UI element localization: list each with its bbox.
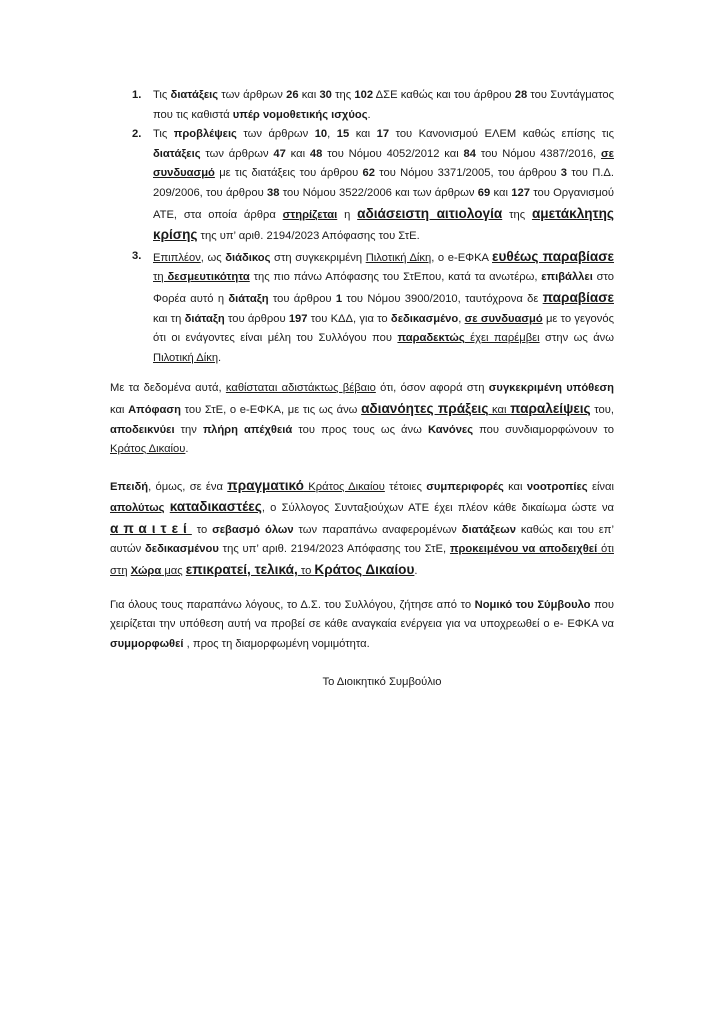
- text-run: στη συγκεκριμένη: [270, 251, 366, 264]
- text-run: του Νόμου 3371/2005, του άρθρου: [375, 167, 561, 180]
- text-run: σε συνδυασμό: [464, 312, 543, 325]
- text-run: Τις: [153, 89, 171, 101]
- text-run: ότι, όσον αφορά στη: [375, 382, 489, 395]
- text-run: παραβίασε: [542, 289, 614, 305]
- text-run: Πιλοτική Δίκη: [365, 251, 432, 264]
- text-run: 1: [335, 292, 343, 305]
- text-run: παραλείψεις: [510, 400, 591, 416]
- text-run: επικρατεί, τελικά,: [185, 562, 298, 578]
- text-run: 62: [362, 167, 375, 180]
- text-run: καθίσταται αδιστάκτως βέβαιο: [225, 382, 376, 395]
- text-run: απαιτεί: [110, 520, 192, 536]
- text-run: η: [337, 208, 358, 221]
- list-item-text: [153, 248, 615, 364]
- text-run: τέτοιες: [384, 480, 427, 493]
- text-run: προκειμένου να αποδειχθεί: [449, 543, 598, 556]
- text-run: ΔΣΕ καθώς και του άρθρου: [373, 89, 515, 101]
- text-run: είναι: [587, 480, 614, 493]
- text-run: διατάξεις: [170, 89, 219, 101]
- text-run: και: [298, 89, 320, 101]
- text-run: μας: [161, 565, 183, 578]
- text-run: 197: [288, 312, 308, 325]
- text-run: Κράτος Δικαίου: [303, 480, 385, 493]
- text-run: αδιάσειστη αιτιολογία: [357, 205, 503, 221]
- text-run: 84: [463, 147, 476, 160]
- text-run: 102: [354, 89, 374, 101]
- text-run: του προς τους ως άνω: [292, 423, 428, 436]
- text-run: 15: [336, 128, 350, 141]
- text-run: 48: [309, 147, 323, 160]
- text-run: στην ως άνω: [539, 332, 614, 345]
- text-run: Κράτος Δικαίου: [314, 562, 415, 578]
- text-run: Επιπλέον: [153, 251, 201, 264]
- text-run: και: [490, 186, 512, 199]
- text-run: Τις: [153, 128, 174, 141]
- text-run: .: [185, 443, 189, 456]
- text-run: του άρθρου: [268, 292, 336, 305]
- text-run: 28: [514, 89, 528, 101]
- text-run: και: [488, 403, 511, 416]
- text-run: 26: [286, 89, 299, 101]
- text-run: αποδεικνύει: [110, 423, 175, 436]
- text-run: δεσμευτικότητα: [167, 271, 250, 284]
- text-run: ,: [458, 312, 465, 325]
- text-run: διάταξη: [184, 312, 225, 325]
- text-run: Κράτος Δικαίου: [110, 443, 186, 456]
- text-run: της υπ’ αριθ. 2194/2023 Απόφασης του ΣτΕ.: [197, 230, 420, 243]
- text-run: έχει παρέμβει: [464, 332, 540, 345]
- text-run: διατάξεων: [461, 523, 516, 536]
- text-run: 10: [314, 128, 328, 141]
- text-run: του Συντάγματος που τις καθιστά: [153, 89, 614, 121]
- list-item-number: 3.: [132, 249, 142, 262]
- text-run: με τις διατάξεις του άρθρου: [214, 167, 363, 180]
- text-run: επιβάλλει: [541, 271, 593, 284]
- text-run: 47: [273, 147, 286, 160]
- text-run: συμμορφωθεί: [110, 637, 184, 650]
- text-run: διατάξεις: [153, 147, 201, 160]
- text-run: στο Φορέα αυτό η: [153, 271, 615, 305]
- text-run: που χειρίζεται την υπόθεση αυτή να προβεί σε κάθε αναγκαία ενέργεια για να υποχρεωθεί ο e- ΕΦΚΑ να: [110, 598, 614, 631]
- text-run: , όμως, σε ένα: [148, 480, 228, 493]
- text-run: καθώς και του επ’ αυτών: [110, 523, 614, 556]
- text-run: του Π.Δ. 209/2006, του άρθρου: [153, 167, 614, 199]
- text-run: του,: [590, 403, 614, 416]
- text-run: ότι στη: [110, 543, 614, 578]
- text-run: των παραπάνω αναφερομένων: [293, 523, 462, 536]
- text-run: σεβασμό: [212, 523, 261, 536]
- text-run: της πιο πάνω Απόφασης του ΣτΕπου, κατά τα ανωτέρω,: [249, 271, 542, 284]
- text-run: και: [349, 128, 377, 141]
- text-run: του Νόμου 4387/2016,: [475, 147, 601, 160]
- list-item-number: 2.: [132, 128, 142, 141]
- text-run: πλήρη απέχθειά: [202, 423, 293, 436]
- text-run: της: [331, 89, 355, 101]
- text-run: .: [218, 351, 222, 364]
- text-run: του Νόμου 3522/2006 και των άρθρων: [279, 186, 478, 199]
- list-item-number: 1.: [132, 89, 142, 101]
- text-run: Επειδή: [110, 480, 149, 493]
- text-run: 3: [560, 167, 568, 180]
- text-run: πραγματικό: [227, 477, 304, 493]
- text-run: του Κανονισμού ΕΛΕΜ καθώς επίσης τις: [389, 128, 615, 141]
- text-run: διάταξη: [228, 292, 269, 305]
- list-item: [110, 86, 614, 125]
- text-run: του ΣτΕ, ο e-ΕΦΚΑ, με τις ως άνω: [180, 403, 362, 416]
- text-run: , ως: [200, 251, 226, 264]
- text-run: , ο e-ΕΦΚΑ: [431, 251, 492, 264]
- text-run: αδιανόητες πράξεις: [361, 400, 489, 416]
- text-run: παραδεκτώς: [397, 332, 465, 345]
- text-run: Με τα δεδομένα αυτά,: [110, 382, 226, 395]
- text-run: των άρθρων: [218, 89, 287, 101]
- text-run: δεδικασμένου: [145, 543, 219, 556]
- text-run: 127: [511, 186, 530, 199]
- text-run: και τη: [153, 312, 185, 325]
- text-run: Νομικό του Σύμβουλο: [474, 598, 591, 611]
- text-run: καταδικαστέες: [169, 499, 262, 515]
- list-item: [110, 247, 614, 369]
- text-run: συγκεκριμένη υπόθεση: [488, 382, 615, 395]
- text-run: .: [414, 565, 418, 578]
- text-run: τη: [153, 271, 168, 284]
- text-run: διάδικος: [225, 251, 271, 264]
- text-run: 38: [267, 186, 280, 199]
- text-run: με το γεγονός ότι οι ενάγοντες είναι μέλη του Συλλόγου που: [153, 312, 614, 345]
- text-run: υπέρ νομοθετικής ισχύος: [232, 108, 368, 121]
- text-run: του Νόμου 4052/2012 και: [322, 147, 464, 160]
- text-run: , ο Σύλλογος Συνταξιούχων ΑΤΕ έχει πλέον κάθε δικαίωμα ώστε να: [261, 502, 615, 515]
- text-run: του ΚΔΔ, για το: [307, 312, 391, 325]
- text-run: Χώρα: [130, 565, 162, 578]
- text-run: των άρθρων: [236, 128, 315, 141]
- list-item-text: [153, 128, 614, 242]
- text-run: ,: [327, 128, 337, 141]
- text-run: της: [502, 208, 532, 221]
- text-run: Πιλοτική Δίκη: [153, 351, 219, 364]
- text-run: προβλέψεις: [173, 128, 237, 141]
- text-run: και: [285, 147, 310, 160]
- text-run: που συνδιαμορφώνουν το: [473, 423, 614, 436]
- text-run: Κανόνες: [427, 423, 474, 436]
- text-run: νοοτροπίες: [526, 480, 588, 493]
- text-run: , προς τη διαμορφωμένη νομιμότητα.: [183, 637, 370, 650]
- text-run: των άρθρων: [200, 147, 274, 160]
- text-run: ευθέως παραβίασε: [492, 248, 615, 264]
- text-run: συμπεριφορές: [426, 480, 504, 493]
- text-run: απολύτως: [110, 502, 165, 515]
- text-run: δεδικασμένο: [390, 312, 459, 325]
- numbered-list: [110, 86, 614, 368]
- text-run: του Νόμου 3900/2010, ταυτόχρονα δε: [342, 292, 543, 305]
- text-run: 30: [319, 89, 332, 101]
- list-item: [110, 125, 614, 247]
- text-run: σε συνδυασμό: [153, 147, 614, 180]
- text-run: το: [297, 565, 315, 578]
- text-run: του άρθρου: [224, 312, 289, 325]
- text-run: 69: [477, 186, 491, 199]
- text-run: της υπ’ αριθ. 2194/2023 Απόφασης του ΣτΕ,: [218, 543, 450, 556]
- text-run: και: [110, 403, 129, 416]
- text-run: Για όλους τους παραπάνω λόγους, το Δ.Σ. του Συλλόγου, ζήτησε από το: [110, 598, 475, 611]
- text-run: αμετάκλητης κρίσης: [153, 205, 614, 243]
- text-run: 17: [376, 128, 390, 141]
- text-run: και: [503, 480, 527, 493]
- text-run: .: [367, 108, 371, 121]
- text-run: στηρίζεται: [282, 208, 338, 221]
- list-item-text: [153, 89, 614, 121]
- paragraph-demand: [110, 476, 614, 582]
- paragraph-conclusion: [110, 379, 614, 459]
- document-page: [110, 86, 614, 693]
- paragraph-action: [110, 596, 614, 655]
- text-run: την: [174, 423, 203, 436]
- text-run: του Οργανισμού ΑΤΕ, στα οποία άρθρα: [153, 186, 614, 221]
- signature: Το Διοικητικό Συμβούλιο: [322, 676, 442, 689]
- text-run: Απόφαση: [128, 403, 181, 416]
- text-run: το: [191, 523, 213, 536]
- text-run: όλων: [265, 523, 294, 536]
